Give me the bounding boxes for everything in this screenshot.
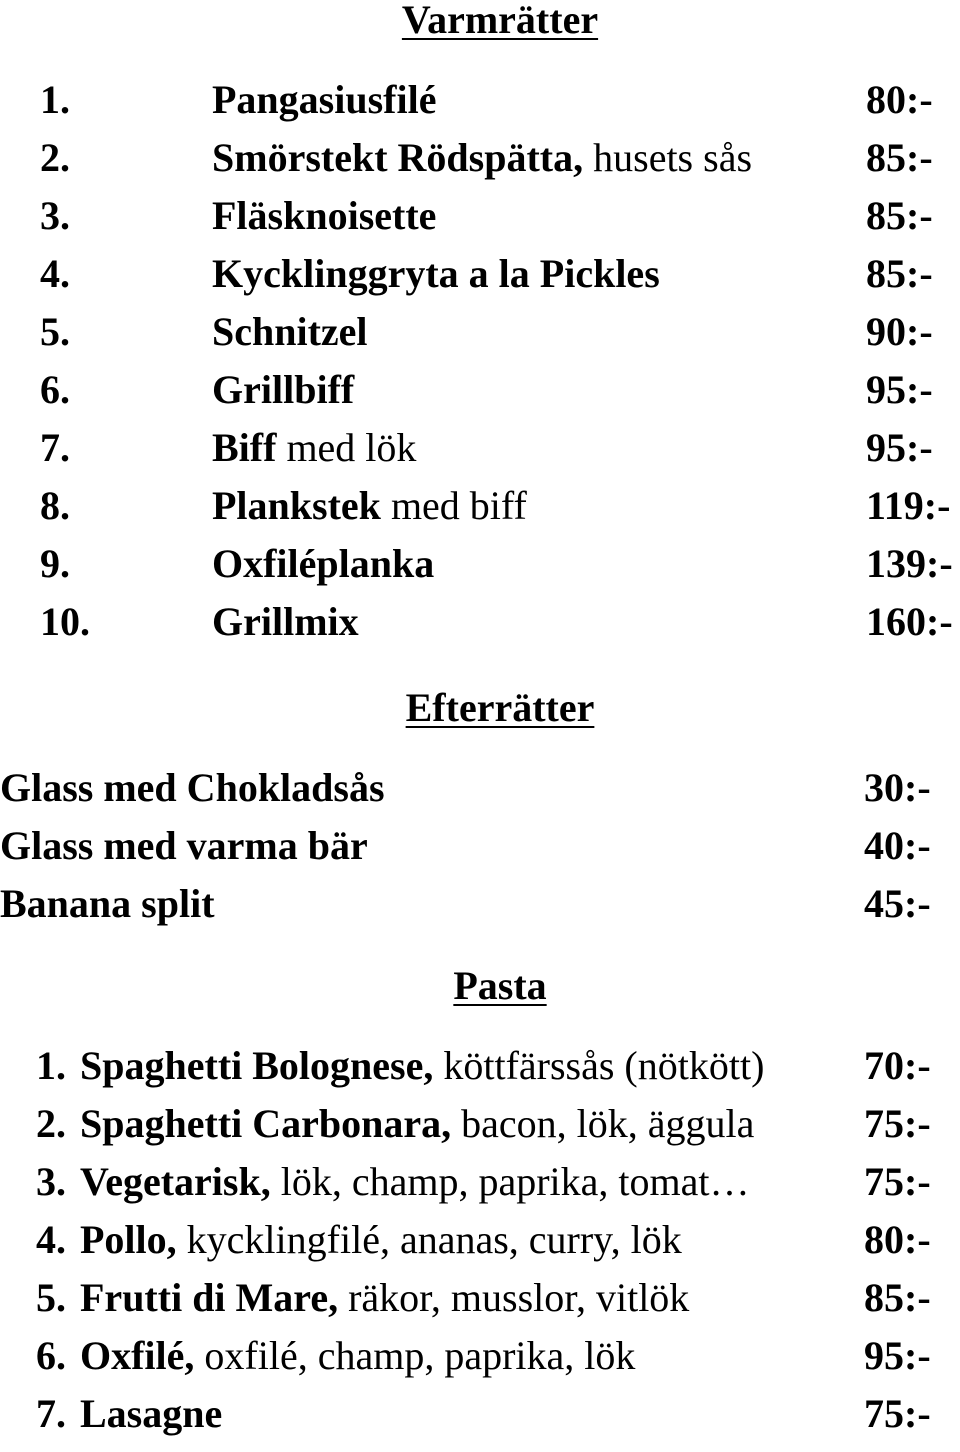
menu-item [0,823,960,884]
menu-item [0,1275,960,1336]
item-price: 160:- [866,599,953,644]
item-name-text: Grillmix [212,599,359,644]
item-number: 5. [40,309,70,354]
item-name-text: Glass med Chokladsås [0,765,385,810]
heading-efterratter: Efterrätter [405,685,595,730]
item-name-text: Schnitzel [212,309,368,354]
item-number: 6. [36,1333,66,1378]
item-price: 45:- [864,881,931,926]
item-name [80,1043,765,1088]
item-price: 80:- [866,77,933,122]
menu-item [0,541,960,602]
item-name [80,1275,690,1320]
item-name [0,881,215,926]
item-description: lök, champ, paprika, tomat… [270,1159,750,1204]
item-name [0,823,368,868]
item-price: 75:- [864,1391,931,1436]
item-number: 9. [40,541,70,586]
menu-item [0,765,960,826]
item-name [212,77,437,122]
item-description: räkor, musslor, vitlök [338,1275,690,1320]
item-name [212,135,753,180]
menu-item [0,309,960,370]
item-price: 75:- [864,1101,931,1146]
item-price: 85:- [866,193,933,238]
item-number: 10. [40,599,90,644]
item-description: oxfilé, champ, paprika, lök [194,1333,636,1378]
menu-item [0,425,960,486]
item-name [212,193,437,238]
heading-pasta: Pasta [453,963,547,1008]
item-name-text: Banana split [0,881,215,926]
item-name-text: Vegetarisk, [80,1159,271,1204]
item-price: 40:- [864,823,931,868]
item-number: 7. [36,1391,66,1436]
menu-item [0,77,960,138]
item-name-text: Smörstekt Rödspätta, [212,135,584,180]
menu-item [0,1043,960,1104]
item-price: 85:- [864,1275,931,1320]
item-name-text: Oxfilé, [80,1333,195,1378]
menu-item [0,1333,960,1394]
menu-item [0,251,960,312]
item-name-text: Spaghetti Carbonara, [80,1101,452,1146]
item-price: 80:- [864,1217,931,1262]
item-name [80,1333,636,1378]
item-name [80,1391,223,1436]
item-name [80,1159,750,1204]
item-description: kycklingfilé, ananas, curry, lök [176,1217,682,1262]
item-name-text: Pollo, [80,1217,177,1262]
item-description: bacon, lök, äggula [451,1101,755,1146]
item-name [80,1101,755,1146]
menu-item [0,1159,960,1220]
item-number: 7. [40,425,70,470]
item-name-text: Biff [212,425,277,470]
item-name-text: Glass med varma bär [0,823,368,868]
item-price: 85:- [866,135,933,180]
item-number: 1. [36,1043,66,1088]
item-number: 4. [36,1217,66,1262]
item-name [212,599,359,644]
menu-item [0,1217,960,1278]
item-description: köttfärssås (nötkött) [433,1043,765,1088]
item-number: 4. [40,251,70,296]
item-number: 2. [40,135,70,180]
item-price: 95:- [864,1333,931,1378]
menu-item [0,1391,960,1452]
item-number: 5. [36,1275,66,1320]
section-pasta [0,1043,960,1452]
item-name [212,425,417,470]
item-name-text: Plankstek [212,483,381,528]
item-name-text: Kycklinggryta a la Pickles [212,251,660,296]
item-number: 8. [40,483,70,528]
item-price: 75:- [864,1159,931,1204]
item-name [212,367,355,412]
item-description: husets sås [583,135,753,180]
item-name-text: Fläsknoisette [212,193,437,238]
item-price: 119:- [866,483,951,528]
item-name [212,309,368,354]
item-name-text: Grillbiff [212,367,355,412]
item-price: 95:- [866,425,933,470]
item-number: 3. [36,1159,66,1204]
menu-item [0,881,960,942]
item-price: 30:- [864,765,931,810]
menu-item [0,483,960,544]
item-number: 2. [36,1101,66,1146]
heading-varmratter: Varmrätter [401,0,599,42]
item-description: med lök [276,425,417,470]
item-name [212,251,660,296]
item-name [0,765,385,810]
menu-item [0,367,960,428]
section-varmratter [0,77,960,660]
item-name-text: Oxfiléplanka [212,541,435,586]
section-efterratter [0,765,960,942]
item-number: 3. [40,193,70,238]
item-name-text: Spaghetti Bolognese, [80,1043,434,1088]
item-price: 90:- [866,309,933,354]
menu-item [0,599,960,660]
item-name [80,1217,682,1262]
menu-item [0,1101,960,1162]
item-price: 85:- [866,251,933,296]
item-number: 1. [40,77,70,122]
menu-item [0,193,960,254]
item-name-text: Frutti di Mare, [80,1275,339,1320]
item-number: 6. [40,367,70,412]
item-name-text: Lasagne [80,1391,223,1436]
item-price: 95:- [866,367,933,412]
item-name [212,541,435,586]
item-name [212,483,527,528]
item-price: 70:- [864,1043,931,1088]
item-price: 139:- [866,541,953,586]
item-name-text: Pangasiusfilé [212,77,437,122]
menu-item [0,135,960,196]
item-description: med biff [380,483,527,528]
